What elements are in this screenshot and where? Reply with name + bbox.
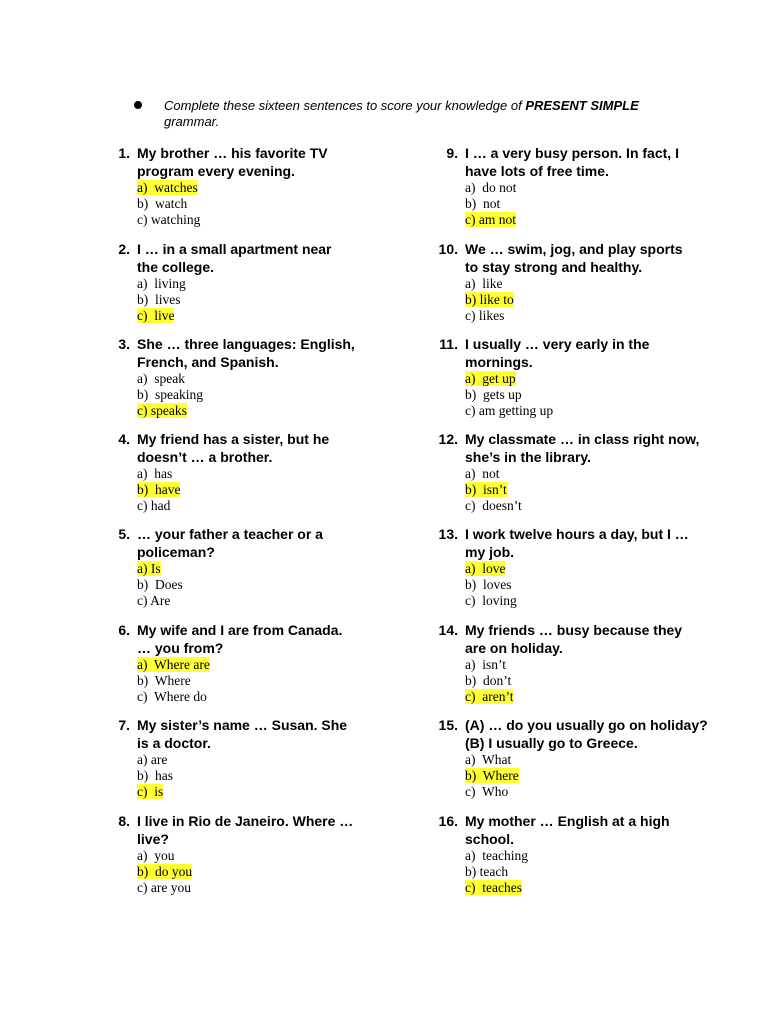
question-number: 14. [438,622,458,638]
question-1 [100,144,400,229]
question-2 [100,240,400,325]
option-a: a) Where are [137,657,210,672]
question-number: 4. [118,431,130,447]
option-a: a) like [465,276,503,291]
options-list [465,657,728,706]
options-list [137,180,400,229]
options-list [137,371,400,420]
option-b: b) gets up [465,387,522,403]
option-a: a) What [465,752,512,767]
question-3 [100,335,400,420]
option-c: c) Where do [137,689,207,705]
option-c: c) Are [137,593,171,609]
option-c: c) live [137,308,175,324]
question-16 [428,812,728,897]
option-b: b) do you [137,864,193,880]
option-a: a) love [465,561,506,576]
question-13 [428,525,728,610]
options-list [137,276,400,325]
bullet-icon [134,101,142,109]
question-6 [100,621,400,706]
options-list [465,848,728,897]
question-number: 7. [118,717,130,733]
option-c: c) teaches [465,880,522,896]
option-b: b) has [137,768,173,784]
option-a: a) Is [137,561,161,576]
option-b: b) don’t [465,673,512,689]
question-stem: I live in Rio de Janeiro. Where … live? [137,813,354,847]
question-number: 9. [446,145,458,161]
question-number: 5. [118,526,130,542]
options-list [465,180,728,229]
question-8 [100,812,400,897]
options-list [465,561,728,610]
question-number: 12. [438,431,458,447]
option-b: b) have [137,482,181,498]
option-a: a) do not [465,180,517,195]
options-list [137,561,400,610]
option-b: b) Does [137,577,183,593]
option-b: b) Where [465,768,519,784]
question-stem: I … in a small apartment near the college. [137,241,332,275]
option-c: c) Who [465,784,509,800]
question-stem: … your father a teacher or a policeman? [137,526,323,560]
options-list [465,466,728,515]
question-stem: I usually … very early in the mornings. [465,336,650,370]
question-14 [428,621,728,706]
question-number: 1. [118,145,130,161]
question-number: 8. [118,813,130,829]
option-c: c) speaks [137,403,187,419]
question-stem: My wife and I are from Canada. … you from? [137,622,343,656]
instructions-bold: PRESENT SIMPLE [525,98,639,113]
question-stem: My mother … English at a high school. [465,813,670,847]
options-list [465,752,728,801]
question-15 [428,716,728,801]
question-number: 3. [118,336,130,352]
question-10 [428,240,728,325]
option-a: a) living [137,276,186,291]
option-b: b) isn’t [465,482,507,498]
question-number: 10. [438,241,458,257]
question-number: 15. [438,717,458,733]
option-b: b) Where [137,673,191,689]
question-12 [428,430,728,515]
option-a: a) not [465,466,500,481]
question-stem: My sister’s name … Susan. She is a doctor. [137,717,348,751]
option-b: b) like to [465,292,514,308]
question-9 [428,144,728,229]
question-number: 6. [118,622,130,638]
question-stem: I work twelve hours a day, but I … my job. [465,526,689,560]
question-stem: My classmate … in class right now, she’s in the library. [465,431,700,465]
instructions [134,98,654,130]
option-a: a) you [137,848,175,863]
options-list [465,371,728,420]
options-list [137,752,400,801]
question-11 [428,335,728,420]
options-list [465,276,728,325]
option-c: c) doesn’t [465,498,522,514]
question-stem: We … swim, jog, and play sports to stay strong and healthy. [465,241,683,275]
option-c: c) are you [137,880,191,896]
question-7 [100,716,400,801]
option-b: b) not [465,196,501,212]
options-list [137,466,400,515]
option-c: c) am getting up [465,403,554,419]
question-4 [100,430,400,515]
option-a: a) watches [137,180,198,195]
option-a: a) are [137,752,168,767]
option-c: c) is [137,784,164,800]
option-c: c) aren’t [465,689,514,705]
option-a: a) isn’t [465,657,506,672]
option-c: c) watching [137,212,201,228]
option-b: b) speaking [137,387,203,403]
option-b: b) watch [137,196,188,212]
question-stem: My brother … his favorite TV program every evening. [137,145,328,179]
question-5 [100,525,400,610]
option-b: b) loves [465,577,512,593]
option-a: a) get up [465,371,516,386]
option-a: a) speak [137,371,185,386]
option-a: a) teaching [465,848,528,863]
option-c: c) had [137,498,171,514]
option-b: b) teach [465,864,509,880]
question-number: 11. [439,336,458,352]
question-stem: My friends … busy because they are on holiday. [465,622,683,656]
question-number: 16. [438,813,458,829]
question-number: 2. [118,241,130,257]
options-list [137,848,400,897]
option-a: a) has [137,466,173,481]
option-c: c) am not [465,212,516,228]
question-stem: I … a very busy person. In fact, I have lots of free time. [465,145,679,179]
options-list [137,657,400,706]
question-stem: (A) … do you usually go on holiday? (B) I usually go to Greece. [465,717,708,751]
question-stem: My friend has a sister, but he doesn’t … a brother. [137,431,330,465]
option-c: c) loving [465,593,517,609]
instructions-text: Complete these sixteen sentences to score your knowledge of PRESENT SIMPLE grammar. [164,98,639,129]
question-stem: She … three languages: English, French, and Spanish. [137,336,355,370]
question-number: 13. [438,526,458,542]
option-b: b) lives [137,292,181,308]
option-c: c) likes [465,308,505,324]
